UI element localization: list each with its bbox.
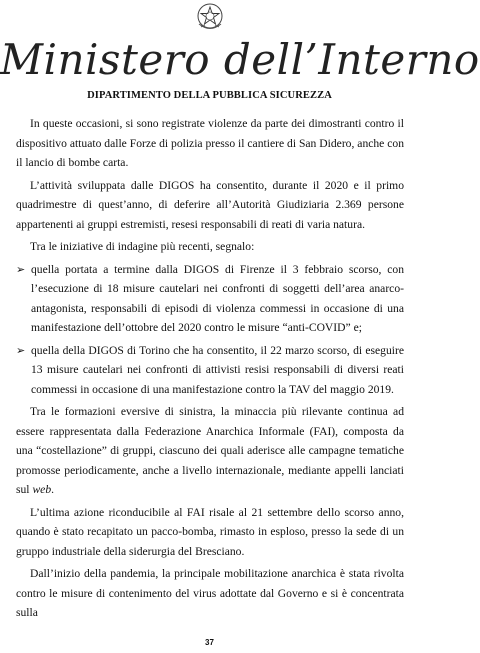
ministry-logo-text: Ministero dell’Interno <box>0 35 480 84</box>
paragraph-5: L’ultima azione riconducibile al FAI risale al 21 settembre dello scorso anno, quando è stato recapitato un pacco-bomba, rimasto in esploso, presso la sede di un gruppo industriale della siderurgia del Bresciano. <box>16 505 404 558</box>
page-number: 37 <box>205 638 214 647</box>
paragraph-1: In queste occasioni, si sono registrate violenze da parte dei dimostranti contro il dispositivo attuato dalle Forze di polizia presso il cantiere di San Didero, anche con il lancio di bombe carta. <box>16 117 404 169</box>
list-item <box>16 341 404 400</box>
paragraph-6: Dall’inizio della pandemia, la principale mobilitazione anarchica è stata rivolta contro le misure di contenimento del virus adottate dal Governo e si è concentrata sulla <box>16 567 404 619</box>
arrow-bullet-icon: ➢ <box>16 262 26 276</box>
paragraph-4-end: . <box>51 483 55 496</box>
bullet-list <box>16 260 404 400</box>
web-italic-word: web <box>32 483 52 496</box>
italian-republic-emblem-icon <box>196 2 224 32</box>
paragraph-4 <box>16 402 404 500</box>
bullet-text-1: quella portata a termine dalla DIGOS di Firenze il 3 febbraio scorso, con l’esecuzione di 18 misure cautelari nei confronti di soggetti dell’area anarco-antagonista, responsabili di episodi di violenza commessi in occasione di una manifestazione dell’ottobre del 2020 contro le misure “anti-COVID” e; <box>31 262 404 334</box>
department-heading: DIPARTIMENTO DELLA PUBBLICA SICUREZZA <box>87 90 332 101</box>
arrow-bullet-icon: ➢ <box>16 343 26 357</box>
list-item <box>16 260 404 338</box>
paragraph-4-text: Tra le formazioni eversive di sinistra, la minaccia più rilevante continua ad essere rappresentata dalla Federazione Anarchica Informale (FAI), composta da una “costellazione” di gruppi, ciascuno dei quali aderisce alle campagne tematiche promosse periodicamente, anche a livello internazionale, mediante appelli lanciati sul <box>16 405 404 496</box>
paragraph-2: L’attività sviluppata dalle DIGOS ha consentito, durante il 2020 e il primo quadrimestre di quest’anno, di deferire all’Autorità Giudiziaria 2.369 persone appartenenti ai gruppi estremisti, resesi responsabili di reati di varia natura. <box>16 178 404 231</box>
bullet-text-2: quella della DIGOS di Torino che ha consentito, il 22 marzo scorso, di eseguire 13 misure cautelari nei confronti di attivisti resisi responsabili di diversi reati commessi in occasione di una manifestazione contro la TAV del maggio 2019. <box>31 343 404 396</box>
document-body <box>16 114 404 626</box>
paragraph-3: Tra le iniziative di indagine più recenti, segnalo: <box>30 240 255 253</box>
